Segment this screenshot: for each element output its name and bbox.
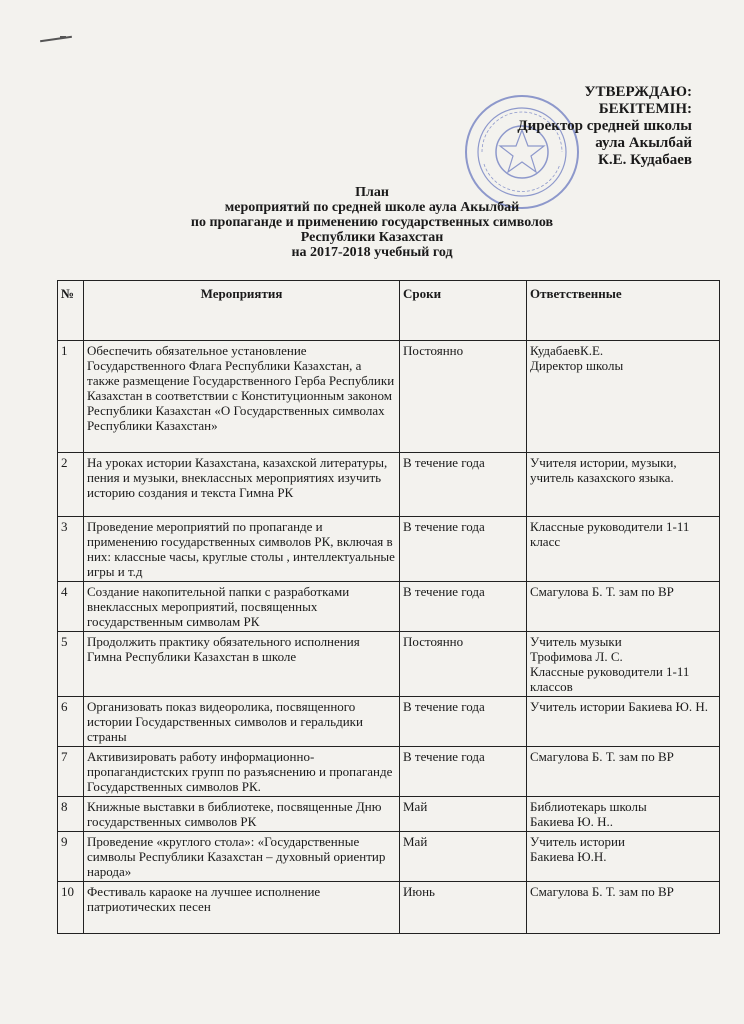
title-line: Республики Казахстан [300, 230, 444, 245]
approval-line: К.Е. Кудабаев [597, 152, 692, 168]
row-event: Обеспечить обязательное установление Государственного Флага Республики Казахстан, а также размещение Государственного Герба Республики Казахстан в соответствии с Конституционным законом Республики Казахстан «О Государственных символах Республики Казахстан» [84, 341, 400, 453]
table-row [58, 797, 720, 832]
row-number: 4 [58, 582, 84, 632]
row-term: Постоянно [400, 341, 527, 453]
row-number: 7 [58, 747, 84, 797]
header-events: Мероприятия [84, 281, 400, 341]
header-number: № [58, 281, 84, 341]
row-number: 6 [58, 697, 84, 747]
title-line: на 2017-2018 учебный год [291, 245, 453, 260]
table-row [58, 882, 720, 934]
row-term: В течение года [400, 582, 527, 632]
row-event: На уроках истории Казахстана, казахской литературы, пения и музыки, внеклассных мероприятиях изучить историю создания и текста Гимна РК [84, 453, 400, 517]
approval-line: Директор средней школы [517, 118, 692, 134]
row-term: Постоянно [400, 632, 527, 697]
approval-line: УТВЕРЖДАЮ: [584, 84, 692, 100]
row-responsible: Учителя истории, музыки, учитель казахского языка. [527, 453, 720, 517]
row-responsible: Смагулова Б. Т. зам по ВР [527, 747, 720, 797]
row-event: Создание накопительной папки с разработками внеклассных мероприятий, посвященных государственным символам РК [84, 582, 400, 632]
row-responsible: Учитель истории Бакиева Ю. Н. [527, 697, 720, 747]
events-table [57, 280, 720, 934]
header-responsible: Ответственные [527, 281, 720, 341]
row-number: 2 [58, 453, 84, 517]
row-event: Активизировать работу информационно-пропагандистских групп по разъяснению и пропаганде Государственных символов РК. [84, 747, 400, 797]
table-row [58, 697, 720, 747]
table-row [58, 632, 720, 697]
row-term: В течение года [400, 747, 527, 797]
title-line: по пропаганде и применению государственных символов [190, 215, 554, 230]
pen-mark [60, 36, 66, 38]
title-line: План [355, 185, 389, 200]
row-event: Проведение мероприятий по пропаганде и применению государственных символов РК, включая в них: классные часы, круглые столы , интеллектуальные игры и т.д [84, 517, 400, 582]
row-number: 1 [58, 341, 84, 453]
table-row [58, 832, 720, 882]
approval-line: БЕКІТЕМІН: [598, 101, 692, 117]
row-number: 3 [58, 517, 84, 582]
table-row [58, 341, 720, 453]
row-term: В течение года [400, 697, 527, 747]
row-term: В течение года [400, 453, 527, 517]
row-event: Книжные выставки в библиотеке, посвященные Дню государственных символов РК [84, 797, 400, 832]
row-responsible: Библиотекарь школы Бакиева Ю. Н.. [527, 797, 720, 832]
table-row [58, 747, 720, 797]
document-title [0, 185, 744, 260]
table-row [58, 453, 720, 517]
row-responsible: Учитель музыки Трофимова Л. С. Классные руководители 1-11 классов [527, 632, 720, 697]
pen-mark [40, 36, 72, 42]
approval-line: аула Акылбай [595, 135, 692, 151]
row-number: 8 [58, 797, 84, 832]
row-term: Май [400, 832, 527, 882]
row-responsible: КудабаевК.Е. Директор школы [527, 341, 720, 453]
row-event: Проведение «круглого стола»: «Государственные символы Республики Казахстан – духовный ориентир народа» [84, 832, 400, 882]
table-row [58, 582, 720, 632]
row-term: Июнь [400, 882, 527, 934]
row-event: Организовать показ видеоролика, посвященного истории Государственных символов и геральдики страны [84, 697, 400, 747]
title-line: мероприятий по средней школе аула Акылбай [224, 200, 520, 215]
row-responsible: Смагулова Б. Т. зам по ВР [527, 882, 720, 934]
row-number: 9 [58, 832, 84, 882]
row-event: Фестиваль караоке на лучшее исполнение патриотических песен [84, 882, 400, 934]
row-event: Продолжить практику обязательного исполнения Гимна Республики Казахстан в школе [84, 632, 400, 697]
row-responsible: Смагулова Б. Т. зам по ВР [527, 582, 720, 632]
row-number: 10 [58, 882, 84, 934]
row-term: В течение года [400, 517, 527, 582]
header-terms: Сроки [400, 281, 527, 341]
row-number: 5 [58, 632, 84, 697]
row-term: Май [400, 797, 527, 832]
table-header-row [58, 281, 720, 341]
row-responsible: Учитель истории Бакиева Ю.Н. [527, 832, 720, 882]
table-row [58, 517, 720, 582]
row-responsible: Классные руководители 1-11 класс [527, 517, 720, 582]
approval-block [517, 84, 692, 169]
